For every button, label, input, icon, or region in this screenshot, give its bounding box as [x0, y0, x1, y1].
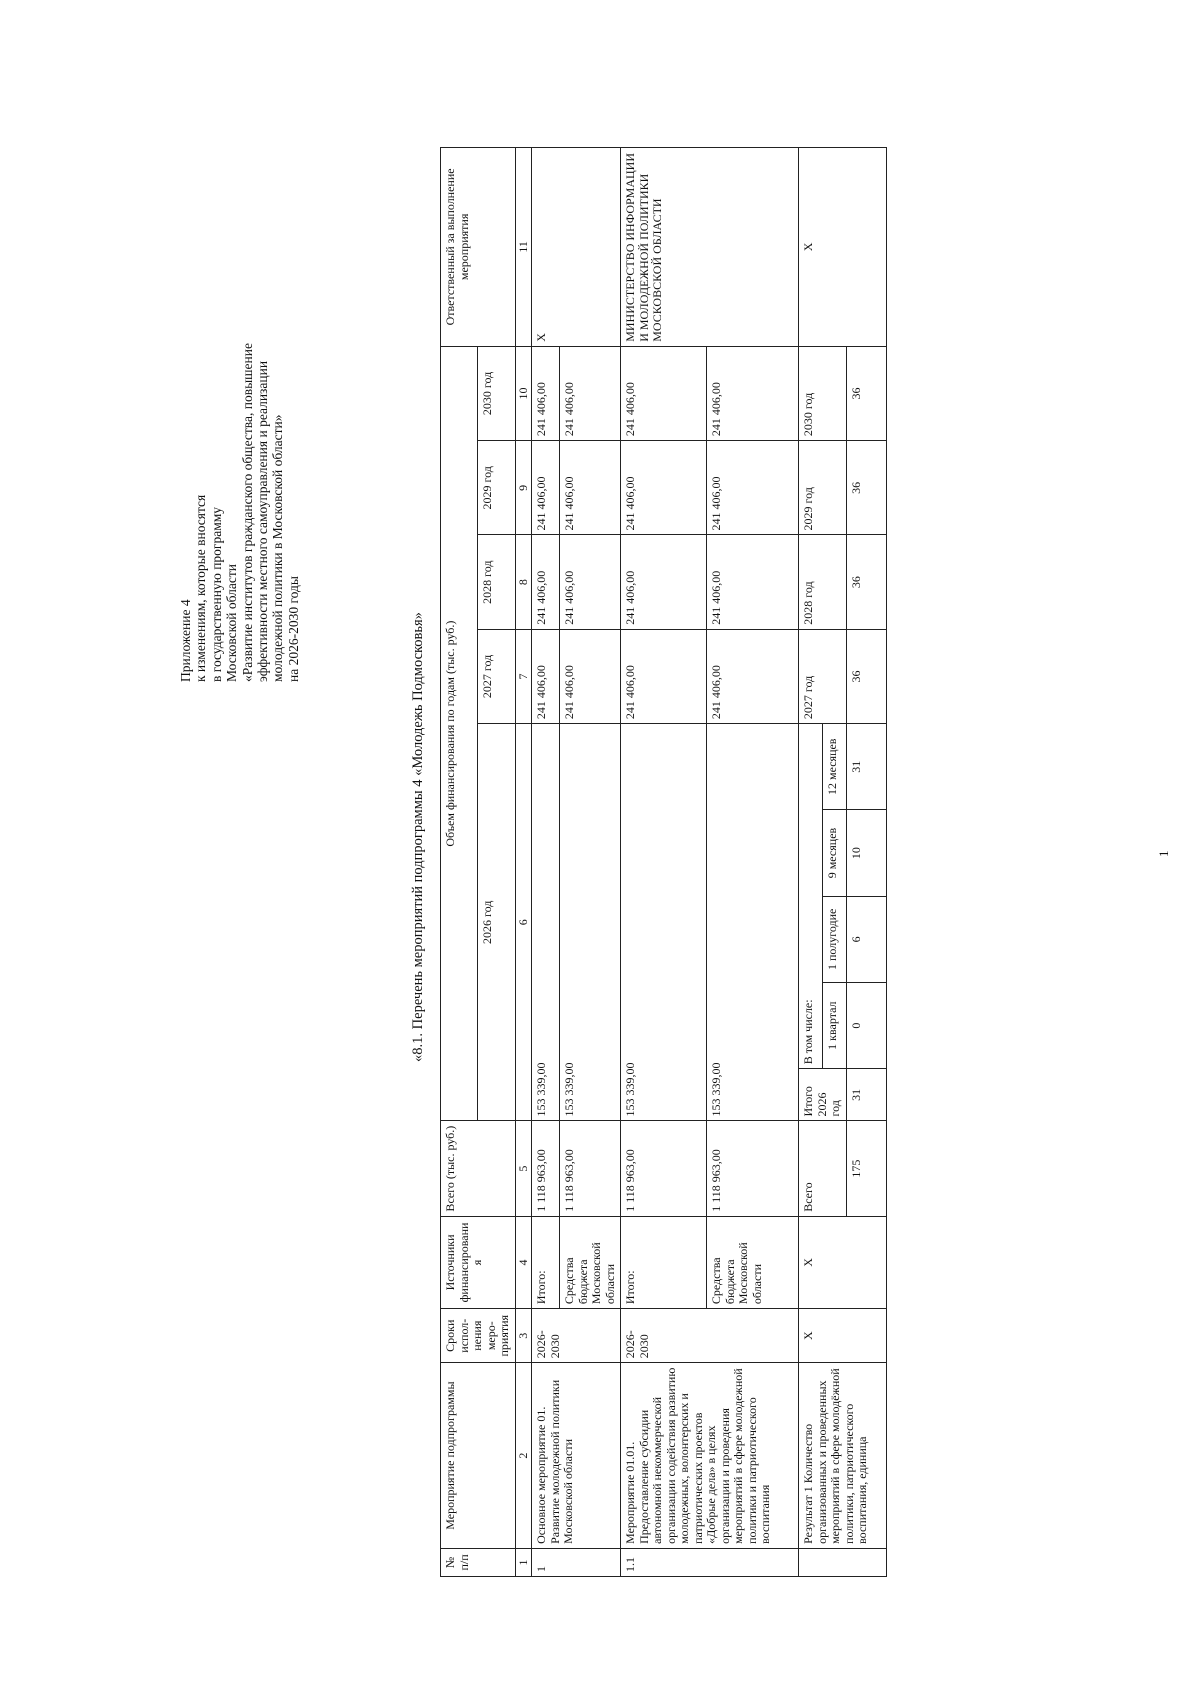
value-2030: 241 406,00: [621, 346, 707, 440]
source-label: Итого:: [621, 1216, 707, 1308]
appendix-line: Приложение 4: [178, 599, 193, 682]
events-table: [440, 147, 887, 1577]
result-2026-total-value: 31: [846, 1069, 886, 1121]
result-h1-value: 6: [846, 896, 886, 982]
header-year-2029: 2029 год: [478, 441, 515, 535]
header-volume: Объем финансирования по годам (тыс. руб.): [441, 346, 478, 1121]
table-row: [532, 148, 560, 1577]
result-12m-value: 31: [846, 724, 886, 810]
total-value: 1 118 963,00: [707, 1121, 799, 1216]
header-responsible: Ответственный за выполнение мероприятия: [441, 148, 516, 347]
table-header-row: [441, 148, 478, 1577]
value-2028: 241 406,00: [707, 535, 799, 629]
header-year-2030: 2030 год: [478, 346, 515, 440]
column-number: 2: [515, 1363, 532, 1549]
column-number: 6: [515, 724, 532, 1121]
column-number: 7: [515, 629, 532, 723]
result-responsible: Х: [799, 148, 887, 347]
result-h1-label: 1 полугодие: [822, 896, 846, 982]
result-name: Результат 1 Количество организованных и проведенных мероприятий в сфере молодёжной политики, патриотического воспитания, единица: [799, 1363, 887, 1549]
value-2026: 153 339,00: [560, 724, 621, 1121]
header-year-2027: 2027 год: [478, 629, 515, 723]
result-2029-value: 36: [846, 441, 886, 535]
result-12m-label: 12 месяцев: [822, 724, 846, 810]
appendix-line: к изменениям, которые вносятся: [193, 494, 209, 682]
header-num: № п/п: [441, 1548, 516, 1576]
result-row: [799, 148, 823, 1577]
result-2027-label: 2027 год: [799, 629, 847, 723]
section-heading: «8.1. Перечень мероприятий подпрограммы 4 «Молодежь Подмосковья»: [410, 612, 426, 1062]
event-terms: 2026-2030: [621, 1309, 799, 1363]
value-2029: 241 406,00: [560, 441, 621, 535]
value-2028: 241 406,00: [621, 535, 707, 629]
result-q1-label: 1 квартал: [822, 983, 846, 1069]
value-2028: 241 406,00: [560, 535, 621, 629]
value-2027: 241 406,00: [560, 629, 621, 723]
event-terms: 2026-2030: [532, 1309, 621, 1363]
result-terms: Х: [799, 1309, 887, 1363]
result-total-value: 175: [846, 1121, 886, 1216]
value-2027: 241 406,00: [621, 629, 707, 723]
header-total: Всего (тыс. руб.): [441, 1121, 516, 1216]
value-2028: 241 406,00: [532, 535, 560, 629]
value-2030: 241 406,00: [532, 346, 560, 440]
value-2030: 241 406,00: [707, 346, 799, 440]
result-2028-label: 2028 год: [799, 535, 847, 629]
column-number: 3: [515, 1309, 532, 1363]
total-value: 1 118 963,00: [560, 1121, 621, 1216]
total-value: 1 118 963,00: [532, 1121, 560, 1216]
result-2029-label: 2029 год: [799, 441, 847, 535]
value-2026: 153 339,00: [532, 724, 560, 1121]
source-label: Средства бюджета Московской области: [560, 1216, 621, 1308]
column-number: 9: [515, 441, 532, 535]
responsible: Х: [532, 148, 621, 347]
result-sources: Х: [799, 1216, 887, 1308]
total-value: 1 118 963,00: [621, 1121, 707, 1216]
result-2026-total-label: Итого 2026 год: [799, 1069, 847, 1121]
event-name: Основное мероприятие 01. Развитие молодежной политики Московской области: [532, 1363, 621, 1549]
appendix-line: Московской области: [224, 563, 240, 682]
value-2027: 241 406,00: [532, 629, 560, 723]
result-total-label: Всего: [799, 1121, 847, 1216]
event-name: Мероприятие 01.01. Предоставление субсидии автономной некоммерческой организации содействия развитию молодежных, волонтерских и патриотических проектов «Добрые дела» в целях организации и проведения мероприятий в сфере молодежной политики и патриотического воспитания: [621, 1363, 799, 1549]
page-number: 1: [1156, 850, 1171, 857]
result-including-label: В том числе:: [799, 724, 823, 1069]
value-2026: 153 339,00: [621, 724, 707, 1121]
result-2030-label: 2030 год: [799, 346, 847, 440]
result-9m-value: 10: [846, 810, 886, 896]
header-year-2028: 2028 год: [478, 535, 515, 629]
row-number: 1: [532, 1548, 621, 1576]
column-number: 5: [515, 1121, 532, 1216]
result-2028-value: 36: [846, 535, 886, 629]
appendix-line: молодежной политики в Московской области»: [270, 414, 286, 682]
appendix-block: [178, 122, 301, 682]
column-number: 8: [515, 535, 532, 629]
header-sources: Источники финансирования: [441, 1216, 516, 1308]
result-2030-value: 36: [846, 346, 886, 440]
result-9m-label: 9 месяцев: [822, 810, 846, 896]
column-number: 4: [515, 1216, 532, 1308]
result-2027-value: 36: [846, 629, 886, 723]
row-number: 1.1: [621, 1548, 799, 1576]
row-number: [799, 1548, 887, 1576]
column-number: 1: [515, 1548, 532, 1576]
appendix-line: на 2026-2030 годы: [285, 576, 301, 682]
column-numbers-row: [515, 148, 532, 1577]
table-row: [621, 148, 707, 1577]
value-2027: 241 406,00: [707, 629, 799, 723]
column-number: 11: [515, 148, 532, 347]
value-2030: 241 406,00: [560, 346, 621, 440]
value-2029: 241 406,00: [707, 441, 799, 535]
value-2029: 241 406,00: [621, 441, 707, 535]
column-number: 10: [515, 346, 532, 440]
appendix-line: «Развитие институтов гражданского общества, повышение: [239, 343, 255, 682]
header-event: Мероприятие подпрограммы: [441, 1363, 516, 1549]
result-q1-value: 0: [846, 983, 886, 1069]
source-label: Итого:: [532, 1216, 560, 1308]
header-year-2026: 2026 год: [478, 724, 515, 1121]
source-label: Средства бюджета Московской области: [707, 1216, 799, 1308]
appendix-line: в государственную программу: [208, 506, 224, 682]
header-terms: Сроки испол-нения меро-приятия: [441, 1309, 516, 1363]
value-2026: 153 339,00: [707, 724, 799, 1121]
appendix-line: эффективности местного самоуправления и реализации: [255, 360, 271, 682]
value-2029: 241 406,00: [532, 441, 560, 535]
responsible: МИНИСТЕРСТВО ИНФОРМАЦИИ И МОЛОДЕЖНОЙ ПОЛИТИКИ МОСКОВСКОЙ ОБЛАСТИ: [621, 148, 799, 347]
